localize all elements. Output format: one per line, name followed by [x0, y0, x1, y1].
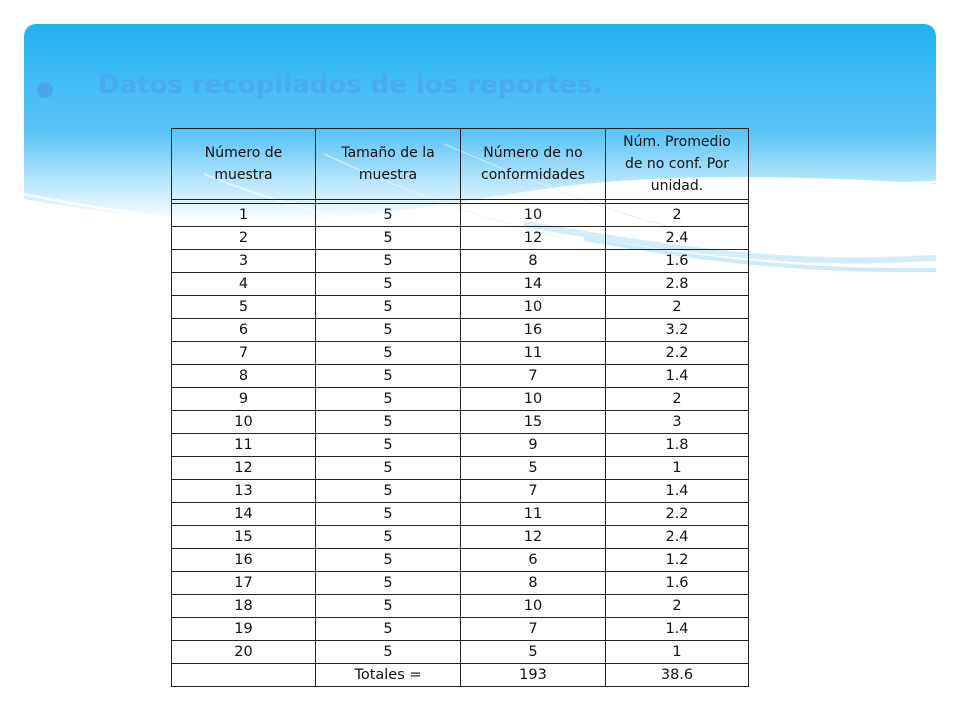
table-row — [172, 618, 749, 641]
header-sample-number — [172, 129, 316, 200]
table-row — [172, 641, 749, 664]
cell-sample: 11 — [172, 434, 316, 457]
cell-size: 5 — [316, 572, 461, 595]
totals-row — [172, 664, 749, 687]
cell-size: 5 — [316, 296, 461, 319]
cell-sample: 5 — [172, 296, 316, 319]
cell-nonconformities: 8 — [461, 572, 606, 595]
cell-size: 5 — [316, 365, 461, 388]
cell-nonconformities: 12 — [461, 526, 606, 549]
cell-nonconformities: 11 — [461, 503, 606, 526]
table-row — [172, 595, 749, 618]
cell-nonconformities: 6 — [461, 549, 606, 572]
cell-sample: 17 — [172, 572, 316, 595]
cell-size: 5 — [316, 503, 461, 526]
cell-average: 1.8 — [606, 434, 749, 457]
table-row — [172, 411, 749, 434]
cell-average: 1.2 — [606, 549, 749, 572]
cell-sample: 18 — [172, 595, 316, 618]
cell-average: 2.2 — [606, 503, 749, 526]
data-table — [171, 128, 749, 687]
cell-average: 1 — [606, 641, 749, 664]
totals-nonconformities: 193 — [461, 664, 606, 687]
cell-nonconformities: 7 — [461, 365, 606, 388]
totals-blank-cell — [172, 664, 316, 687]
cell-nonconformities: 12 — [461, 227, 606, 250]
cell-sample: 12 — [172, 457, 316, 480]
cell-sample: 9 — [172, 388, 316, 411]
cell-size: 5 — [316, 388, 461, 411]
cell-size: 5 — [316, 526, 461, 549]
table-row — [172, 342, 749, 365]
cell-sample: 3 — [172, 250, 316, 273]
table-row — [172, 572, 749, 595]
cell-average: 3.2 — [606, 319, 749, 342]
cell-average: 1.4 — [606, 480, 749, 503]
table-row — [172, 227, 749, 250]
cell-sample: 16 — [172, 549, 316, 572]
header-line: conformidades — [481, 167, 585, 183]
cell-size: 5 — [316, 457, 461, 480]
cell-average: 2.2 — [606, 342, 749, 365]
cell-nonconformities: 10 — [461, 595, 606, 618]
table-row — [172, 434, 749, 457]
cell-nonconformities: 11 — [461, 342, 606, 365]
cell-size: 5 — [316, 434, 461, 457]
header-line: muestra — [358, 167, 418, 183]
cell-sample: 1 — [172, 204, 316, 227]
table-row — [172, 480, 749, 503]
cell-nonconformities: 5 — [461, 641, 606, 664]
header-line: Núm. Promedio — [623, 134, 731, 150]
header-nonconformities — [461, 129, 606, 200]
cell-sample: 13 — [172, 480, 316, 503]
table-row — [172, 319, 749, 342]
cell-size: 5 — [316, 227, 461, 250]
table-row — [172, 204, 749, 227]
cell-nonconformities: 8 — [461, 250, 606, 273]
cell-size: 5 — [316, 641, 461, 664]
totals-label: Totales = — [316, 664, 461, 687]
cell-size: 5 — [316, 618, 461, 641]
cell-nonconformities: 10 — [461, 296, 606, 319]
cell-sample: 6 — [172, 319, 316, 342]
table-row — [172, 503, 749, 526]
cell-sample: 20 — [172, 641, 316, 664]
cell-average: 2.4 — [606, 526, 749, 549]
cell-average: 1.4 — [606, 365, 749, 388]
header-average-per-unit — [606, 129, 749, 200]
cell-sample: 14 — [172, 503, 316, 526]
cell-size: 5 — [316, 595, 461, 618]
cell-nonconformities: 16 — [461, 319, 606, 342]
cell-nonconformities: 7 — [461, 480, 606, 503]
cell-size: 5 — [316, 204, 461, 227]
cell-size: 5 — [316, 273, 461, 296]
table-row — [172, 365, 749, 388]
table-row — [172, 457, 749, 480]
cell-sample: 7 — [172, 342, 316, 365]
table-row — [172, 250, 749, 273]
bullet-dot-icon — [37, 82, 53, 98]
slide-title: Datos recopilados de los reportes. — [98, 70, 603, 100]
header-line: Número de — [204, 145, 283, 161]
cell-size: 5 — [316, 250, 461, 273]
totals-average: 38.6 — [606, 664, 749, 687]
table-body — [172, 204, 749, 687]
table-row — [172, 526, 749, 549]
header-line: unidad. — [650, 178, 704, 194]
cell-sample: 10 — [172, 411, 316, 434]
header-line: muestra — [214, 167, 273, 183]
cell-average: 1 — [606, 457, 749, 480]
cell-nonconformities: 14 — [461, 273, 606, 296]
cell-average: 3 — [606, 411, 749, 434]
header-line: de no conf. Por — [624, 156, 730, 172]
cell-sample: 8 — [172, 365, 316, 388]
cell-size: 5 — [316, 411, 461, 434]
cell-average: 2.4 — [606, 227, 749, 250]
cell-nonconformities: 15 — [461, 411, 606, 434]
header-sample-size — [316, 129, 461, 200]
cell-average: 2.8 — [606, 273, 749, 296]
cell-sample: 2 — [172, 227, 316, 250]
cell-size: 5 — [316, 342, 461, 365]
cell-average: 1.6 — [606, 250, 749, 273]
cell-average: 2 — [606, 204, 749, 227]
cell-average: 2 — [606, 388, 749, 411]
cell-nonconformities: 10 — [461, 388, 606, 411]
cell-size: 5 — [316, 319, 461, 342]
table-row — [172, 273, 749, 296]
cell-average: 1.4 — [606, 618, 749, 641]
cell-size: 5 — [316, 480, 461, 503]
cell-sample: 4 — [172, 273, 316, 296]
cell-size: 5 — [316, 549, 461, 572]
header-line: Número de no — [483, 145, 583, 161]
cell-nonconformities: 10 — [461, 204, 606, 227]
cell-sample: 19 — [172, 618, 316, 641]
table-row — [172, 388, 749, 411]
cell-nonconformities: 7 — [461, 618, 606, 641]
cell-average: 2 — [606, 296, 749, 319]
header-line: Tamaño de la — [341, 145, 435, 161]
table-header-row — [172, 129, 749, 200]
cell-average: 2 — [606, 595, 749, 618]
cell-sample: 15 — [172, 526, 316, 549]
table-row — [172, 549, 749, 572]
table-row — [172, 296, 749, 319]
cell-average: 1.6 — [606, 572, 749, 595]
cell-nonconformities: 5 — [461, 457, 606, 480]
cell-nonconformities: 9 — [461, 434, 606, 457]
